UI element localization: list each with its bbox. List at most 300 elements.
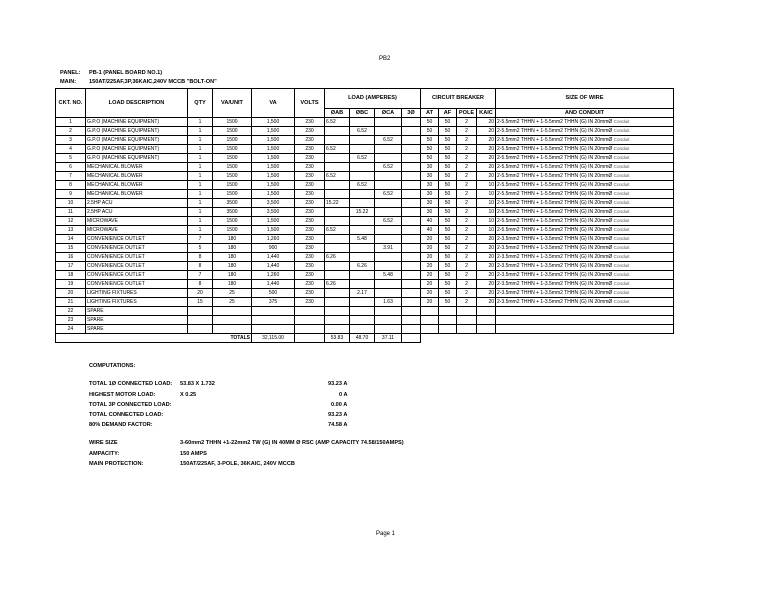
cell-wire bbox=[496, 127, 674, 136]
cell-ab: 6.52 bbox=[325, 118, 350, 127]
wire-spec: 2-5.5mm2 THHN + 1-5.5mm2 THHN (G) IN 20mmØ bbox=[497, 227, 613, 233]
cell-vau bbox=[213, 307, 252, 316]
cell-pole: 2 bbox=[457, 163, 477, 172]
cell-qty bbox=[188, 325, 213, 334]
cell-vau: 180 bbox=[213, 280, 252, 289]
cell-v: 230 bbox=[295, 289, 325, 298]
cell-af: 50 bbox=[439, 280, 457, 289]
cell-kaic: 20 bbox=[477, 271, 496, 280]
main-value: 150AT/225AF,3P,36KAIC,240V MCCB "BOLT-ON" bbox=[89, 79, 217, 85]
cell-at: 20 bbox=[421, 289, 439, 298]
header-breaker: CIRCUIT BREAKER bbox=[421, 89, 496, 109]
cell-vau: 1500 bbox=[213, 118, 252, 127]
wire-spec: 2-3.5mm2 THHN + 1-3.5mm2 THHN (G) IN 20mmØ bbox=[497, 281, 613, 287]
cell-bc bbox=[350, 163, 375, 172]
totals-3p-blank bbox=[402, 334, 421, 343]
cell-p3 bbox=[402, 118, 421, 127]
conduit-label: Conduit bbox=[613, 173, 630, 178]
cell-v: 230 bbox=[295, 163, 325, 172]
cell-ckt: 8 bbox=[56, 181, 86, 190]
cell-ca: 6.52 bbox=[375, 163, 402, 172]
cell-bc: 6.52 bbox=[350, 154, 375, 163]
cell-v: 230 bbox=[295, 298, 325, 307]
cell-qty: 8 bbox=[188, 262, 213, 271]
cell-vau: 1500 bbox=[213, 226, 252, 235]
comp-label-3: TOTAL 3P CONNECTED LOAD: bbox=[89, 402, 172, 408]
cell-vau: 180 bbox=[213, 271, 252, 280]
cell-desc: MECHANICAL BLOWER bbox=[86, 172, 188, 181]
cell-va: 1,500 bbox=[252, 118, 295, 127]
comp-value-2: 0 A bbox=[339, 392, 348, 398]
cell-bc bbox=[350, 118, 375, 127]
table-row bbox=[56, 181, 674, 190]
totals-volts-blank bbox=[295, 334, 325, 343]
cell-v: 230 bbox=[295, 208, 325, 217]
cell-kaic: 20 bbox=[477, 280, 496, 289]
cell-wire bbox=[496, 118, 674, 127]
table-row bbox=[56, 298, 674, 307]
wire-spec: 2-5.5mm2 THHN + 1-5.5mm2 THHN (G) IN 20mmØ bbox=[497, 155, 613, 161]
cell-va: 1,500 bbox=[252, 226, 295, 235]
conduit-label: Conduit bbox=[613, 128, 630, 133]
cell-vau: 180 bbox=[213, 244, 252, 253]
totals-bc: 48.70 bbox=[350, 334, 375, 343]
cell-p3 bbox=[402, 208, 421, 217]
cell-at: 20 bbox=[421, 271, 439, 280]
cell-desc: SPARE bbox=[86, 316, 188, 325]
cell-bc bbox=[350, 271, 375, 280]
cell-wire bbox=[496, 163, 674, 172]
cell-af: 50 bbox=[439, 289, 457, 298]
conduit-label: Conduit bbox=[613, 191, 630, 196]
cell-desc: CONVENIENCE OUTLET bbox=[86, 262, 188, 271]
cell-desc: MECHANICAL BLOWER bbox=[86, 190, 188, 199]
cell-desc: LIGHTING FIXTURES bbox=[86, 298, 188, 307]
cell-bc: 5.48 bbox=[350, 235, 375, 244]
cell-ca bbox=[375, 127, 402, 136]
cell-kaic: 10 bbox=[477, 226, 496, 235]
wire-spec: 2-3.5mm2 THHN + 1-3.5mm2 THHN (G) IN 20mmØ bbox=[497, 263, 613, 269]
wire-spec: 2-5.5mm2 THHN + 1-5.5mm2 THHN (G) IN 20mmØ bbox=[497, 137, 613, 143]
cell-af: 50 bbox=[439, 217, 457, 226]
cell-ab bbox=[325, 271, 350, 280]
cell-af: 50 bbox=[439, 172, 457, 181]
cell-kaic: 20 bbox=[477, 298, 496, 307]
table-row bbox=[56, 316, 674, 325]
cell-vau: 1500 bbox=[213, 190, 252, 199]
cell-ckt: 4 bbox=[56, 145, 86, 154]
cell-ca bbox=[375, 307, 402, 316]
header-ckt: CKT. NO. bbox=[56, 89, 86, 118]
cell-va: 1,500 bbox=[252, 217, 295, 226]
cell-ckt: 5 bbox=[56, 154, 86, 163]
cell-bc bbox=[350, 199, 375, 208]
header-wire: SIZE OF WIRE bbox=[496, 89, 674, 109]
cell-bc bbox=[350, 217, 375, 226]
cell-ab: 6.52 bbox=[325, 145, 350, 154]
conduit-label: Conduit bbox=[613, 209, 630, 214]
cell-desc: G.P.O (MACHINE EQUIPMENT) bbox=[86, 154, 188, 163]
cell-af: 50 bbox=[439, 163, 457, 172]
cell-bc: 6.52 bbox=[350, 127, 375, 136]
table-row bbox=[56, 136, 674, 145]
cell-kaic: 20 bbox=[477, 244, 496, 253]
cell-va: 1,500 bbox=[252, 190, 295, 199]
cell-va bbox=[252, 307, 295, 316]
cell-pole: 2 bbox=[457, 154, 477, 163]
cell-desc: LIGHTING FIXTURES bbox=[86, 289, 188, 298]
cell-bc bbox=[350, 136, 375, 145]
cell-v: 230 bbox=[295, 235, 325, 244]
conduit-label: Conduit bbox=[613, 290, 630, 295]
cell-ab bbox=[325, 289, 350, 298]
cell-at: 30 bbox=[421, 208, 439, 217]
cell-pole: 2 bbox=[457, 136, 477, 145]
cell-pole: 2 bbox=[457, 118, 477, 127]
cell-va: 1,260 bbox=[252, 271, 295, 280]
cell-desc: MECHANICAL BLOWER bbox=[86, 181, 188, 190]
cell-vau: 180 bbox=[213, 253, 252, 262]
cell-ca bbox=[375, 325, 402, 334]
cell-p3 bbox=[402, 298, 421, 307]
cell-vau: 1500 bbox=[213, 163, 252, 172]
header-ca: ØCA bbox=[375, 109, 402, 118]
cell-pole: 2 bbox=[457, 145, 477, 154]
cell-ckt: 6 bbox=[56, 163, 86, 172]
cell-ckt: 10 bbox=[56, 199, 86, 208]
cell-qty: 1 bbox=[188, 163, 213, 172]
cell-p3 bbox=[402, 226, 421, 235]
cell-pole: 2 bbox=[457, 271, 477, 280]
cell-bc bbox=[350, 145, 375, 154]
panel-label: PANEL: bbox=[60, 70, 81, 76]
cell-wire bbox=[496, 217, 674, 226]
totals-row bbox=[56, 334, 674, 343]
cell-bc bbox=[350, 226, 375, 235]
cell-wire bbox=[496, 307, 674, 316]
cell-va: 1,500 bbox=[252, 163, 295, 172]
cell-at: 40 bbox=[421, 226, 439, 235]
cell-qty: 7 bbox=[188, 235, 213, 244]
conduit-label: Conduit bbox=[613, 272, 630, 277]
cell-va: 1,500 bbox=[252, 145, 295, 154]
header-row bbox=[56, 89, 674, 109]
cell-ckt: 13 bbox=[56, 226, 86, 235]
cell-v: 230 bbox=[295, 127, 325, 136]
cell-kaic bbox=[477, 307, 496, 316]
cell-ckt: 1 bbox=[56, 118, 86, 127]
cell-wire bbox=[496, 262, 674, 271]
cell-qty: 1 bbox=[188, 181, 213, 190]
header-af: AF bbox=[439, 109, 457, 118]
cell-qty: 1 bbox=[188, 217, 213, 226]
cell-v: 230 bbox=[295, 280, 325, 289]
wire-spec: 2-3.5mm2 THHN + 1-3.5mm2 THHN (G) IN 20mmØ bbox=[497, 272, 613, 278]
cell-vau: 25 bbox=[213, 289, 252, 298]
wire-spec: 2-3.5mm2 THHN + 1-3.5mm2 THHN (G) IN 20mmØ bbox=[497, 254, 613, 260]
table-row bbox=[56, 172, 674, 181]
conduit-label: Conduit bbox=[613, 227, 630, 232]
conduit-label: Conduit bbox=[613, 200, 630, 205]
wire-spec: 2-5.5mm2 THHN + 1-5.5mm2 THHN (G) IN 20mmØ bbox=[497, 173, 613, 179]
cell-ckt: 19 bbox=[56, 280, 86, 289]
conduit-label: Conduit bbox=[613, 263, 630, 268]
cell-pole: 2 bbox=[457, 181, 477, 190]
cell-ca bbox=[375, 253, 402, 262]
cell-kaic: 20 bbox=[477, 262, 496, 271]
cell-at: 50 bbox=[421, 118, 439, 127]
comp-label-2: HIGHEST MOTOR LOAD: bbox=[89, 392, 156, 398]
cell-bc bbox=[350, 307, 375, 316]
cell-p3 bbox=[402, 217, 421, 226]
cell-at: 30 bbox=[421, 181, 439, 190]
wire-spec: 2-3.5mm2 THHN + 1-3.5mm2 THHN (G) IN 20mmØ bbox=[497, 245, 613, 251]
cell-kaic: 10 bbox=[477, 199, 496, 208]
header-pole: POLE bbox=[457, 109, 477, 118]
comp-value-1: 93.23 A bbox=[328, 381, 348, 387]
comp-expr-1: 53.83 X 1.732 bbox=[180, 381, 215, 387]
cell-qty: 20 bbox=[188, 289, 213, 298]
cell-kaic: 10 bbox=[477, 190, 496, 199]
totals-label: TOTALS bbox=[56, 334, 252, 343]
cell-kaic: 10 bbox=[477, 217, 496, 226]
comp-label-4: TOTAL CONNECTED LOAD: bbox=[89, 412, 164, 418]
cell-vau: 1500 bbox=[213, 217, 252, 226]
conduit-label: Conduit bbox=[613, 155, 630, 160]
cell-wire bbox=[496, 289, 674, 298]
cell-ab bbox=[325, 325, 350, 334]
cell-wire bbox=[496, 325, 674, 334]
cell-kaic: 10 bbox=[477, 181, 496, 190]
conduit-label: Conduit bbox=[613, 281, 630, 286]
cell-desc: 2.5HP ACU bbox=[86, 199, 188, 208]
cell-pole: 2 bbox=[457, 235, 477, 244]
panel-schedule-table bbox=[55, 88, 674, 343]
header-conduit: AND CONDUIT bbox=[496, 109, 674, 118]
cell-at: 40 bbox=[421, 217, 439, 226]
comp-value-4: 93.23 A bbox=[328, 412, 348, 418]
cell-at: 20 bbox=[421, 298, 439, 307]
cell-ab bbox=[325, 127, 350, 136]
table-row bbox=[56, 280, 674, 289]
cell-ab: 6.26 bbox=[325, 253, 350, 262]
cell-ca bbox=[375, 289, 402, 298]
cell-qty: 7 bbox=[188, 271, 213, 280]
cell-desc: CONVENIENCE OUTLET bbox=[86, 244, 188, 253]
cell-pole: 2 bbox=[457, 217, 477, 226]
table-row bbox=[56, 154, 674, 163]
header-va-unit: VA/UNIT bbox=[213, 89, 252, 118]
cell-qty: 8 bbox=[188, 253, 213, 262]
cell-ca: 1.63 bbox=[375, 298, 402, 307]
cell-ab bbox=[325, 316, 350, 325]
computations-title: COMPUTATIONS: bbox=[89, 363, 136, 369]
cell-pole: 2 bbox=[457, 262, 477, 271]
cell-af: 50 bbox=[439, 253, 457, 262]
cell-bc bbox=[350, 172, 375, 181]
cell-bc: 15.22 bbox=[350, 208, 375, 217]
page-number: Page 1 bbox=[376, 531, 396, 537]
cell-ca bbox=[375, 118, 402, 127]
cell-vau: 180 bbox=[213, 262, 252, 271]
cell-ckt: 3 bbox=[56, 136, 86, 145]
comp-expr-2: X 0.25 bbox=[180, 392, 197, 398]
cell-pole: 2 bbox=[457, 127, 477, 136]
cell-qty: 1 bbox=[188, 136, 213, 145]
cell-v: 230 bbox=[295, 244, 325, 253]
cell-pole: 2 bbox=[457, 289, 477, 298]
cell-af: 50 bbox=[439, 271, 457, 280]
conduit-label: Conduit bbox=[613, 182, 630, 187]
cell-kaic: 20 bbox=[477, 154, 496, 163]
cell-pole bbox=[457, 316, 477, 325]
cell-ckt: 12 bbox=[56, 217, 86, 226]
cell-vau bbox=[213, 325, 252, 334]
table-row bbox=[56, 118, 674, 127]
cell-p3 bbox=[402, 271, 421, 280]
cell-p3 bbox=[402, 145, 421, 154]
conduit-label: Conduit bbox=[613, 119, 630, 124]
cell-bc bbox=[350, 280, 375, 289]
cell-ckt: 20 bbox=[56, 289, 86, 298]
cell-p3 bbox=[402, 190, 421, 199]
cell-at: 20 bbox=[421, 244, 439, 253]
cell-vau: 1500 bbox=[213, 172, 252, 181]
cell-ckt: 16 bbox=[56, 253, 86, 262]
cell-v: 230 bbox=[295, 262, 325, 271]
cell-v: 230 bbox=[295, 253, 325, 262]
cell-kaic: 20 bbox=[477, 235, 496, 244]
cell-ca: 3.91 bbox=[375, 244, 402, 253]
table-row bbox=[56, 253, 674, 262]
cell-p3 bbox=[402, 154, 421, 163]
cell-v bbox=[295, 307, 325, 316]
cell-p3 bbox=[402, 325, 421, 334]
cell-qty: 1 bbox=[188, 145, 213, 154]
cell-ca bbox=[375, 235, 402, 244]
cell-ab: 6.52 bbox=[325, 226, 350, 235]
cell-pole: 2 bbox=[457, 172, 477, 181]
cell-bc: 2.17 bbox=[350, 289, 375, 298]
wire-spec: 2-5.5mm2 THHN + 1-5.5mm2 THHN (G) IN 20mmØ bbox=[497, 146, 613, 152]
comp-label-1: TOTAL 1Ø CONNECTED LOAD: bbox=[89, 381, 173, 387]
cell-p3 bbox=[402, 316, 421, 325]
cell-wire bbox=[496, 145, 674, 154]
cell-qty bbox=[188, 316, 213, 325]
cell-at bbox=[421, 307, 439, 316]
cell-at: 50 bbox=[421, 154, 439, 163]
cell-kaic: 20 bbox=[477, 253, 496, 262]
cell-ckt: 23 bbox=[56, 316, 86, 325]
table-row bbox=[56, 307, 674, 316]
header-volts: VOLTS bbox=[295, 89, 325, 118]
cell-va: 1,500 bbox=[252, 181, 295, 190]
cell-p3 bbox=[402, 253, 421, 262]
cell-pole: 2 bbox=[457, 190, 477, 199]
cell-p3 bbox=[402, 280, 421, 289]
cell-ca bbox=[375, 208, 402, 217]
cell-ab bbox=[325, 307, 350, 316]
conduit-label: Conduit bbox=[613, 236, 630, 241]
cell-wire bbox=[496, 244, 674, 253]
cell-vau: 1500 bbox=[213, 136, 252, 145]
cell-qty: 15 bbox=[188, 298, 213, 307]
cell-at: 20 bbox=[421, 262, 439, 271]
cell-va: 3,500 bbox=[252, 199, 295, 208]
cell-af bbox=[439, 316, 457, 325]
cell-at: 30 bbox=[421, 172, 439, 181]
conduit-label: Conduit bbox=[613, 254, 630, 259]
conduit-label: Conduit bbox=[613, 146, 630, 151]
table-row bbox=[56, 325, 674, 334]
main-label: MAIN: bbox=[60, 79, 77, 85]
cell-ca: 6.52 bbox=[375, 136, 402, 145]
cell-qty: 8 bbox=[188, 280, 213, 289]
cell-p3 bbox=[402, 199, 421, 208]
header-kaic: KAIC bbox=[477, 109, 496, 118]
cell-qty: 1 bbox=[188, 199, 213, 208]
wire-size-value: 3-60mm2 THHN +1-22mm2 TW (G) IN 40MM Ø RSC (AMP CAPACITY 74.58/150AMPS) bbox=[180, 440, 404, 446]
cell-ckt: 17 bbox=[56, 262, 86, 271]
cell-af: 50 bbox=[439, 208, 457, 217]
cell-at: 50 bbox=[421, 127, 439, 136]
cell-vau: 1500 bbox=[213, 181, 252, 190]
cell-af bbox=[439, 325, 457, 334]
cell-qty: 1 bbox=[188, 226, 213, 235]
cell-ab bbox=[325, 154, 350, 163]
cell-desc: CONVENIENCE OUTLET bbox=[86, 271, 188, 280]
cell-ca bbox=[375, 316, 402, 325]
wire-spec: 2-5.5mm2 THHN + 1-5.5mm2 THHN (G) IN 20mmØ bbox=[497, 191, 613, 197]
cell-p3 bbox=[402, 262, 421, 271]
header-3p: 3Ø bbox=[402, 109, 421, 118]
cell-ca bbox=[375, 145, 402, 154]
cell-af: 50 bbox=[439, 118, 457, 127]
conduit-label: Conduit bbox=[613, 245, 630, 250]
cell-ca: 6.52 bbox=[375, 190, 402, 199]
wire-spec: 2-5.5mm2 THHN + 1-5.5mm2 THHN (G) IN 20mmØ bbox=[497, 119, 613, 125]
cell-va: 375 bbox=[252, 298, 295, 307]
cell-vau bbox=[213, 316, 252, 325]
cell-kaic bbox=[477, 325, 496, 334]
cell-af: 50 bbox=[439, 136, 457, 145]
cell-kaic: 20 bbox=[477, 136, 496, 145]
wire-spec: 2-5.5mm2 THHN + 1-5.5mm2 THHN (G) IN 20mmØ bbox=[497, 200, 613, 206]
cell-ca: 6.52 bbox=[375, 217, 402, 226]
cell-wire bbox=[496, 226, 674, 235]
cell-ca bbox=[375, 181, 402, 190]
cell-va: 1,440 bbox=[252, 253, 295, 262]
cell-kaic: 20 bbox=[477, 289, 496, 298]
sheet-label: PB2 bbox=[379, 56, 391, 62]
cell-af: 50 bbox=[439, 145, 457, 154]
wire-size-label: WIRE SIZE bbox=[89, 440, 118, 446]
wire-spec: 2-5.5mm2 THHN + 1-5.5mm2 THHN (G) IN 20mmØ bbox=[497, 182, 613, 188]
table-row bbox=[56, 244, 674, 253]
cell-ab bbox=[325, 190, 350, 199]
cell-v: 230 bbox=[295, 118, 325, 127]
cell-va: 3,500 bbox=[252, 208, 295, 217]
header-va: VA bbox=[252, 89, 295, 118]
cell-wire bbox=[496, 208, 674, 217]
cell-vau: 1500 bbox=[213, 154, 252, 163]
cell-at: 20 bbox=[421, 235, 439, 244]
table-row bbox=[56, 190, 674, 199]
cell-ab bbox=[325, 163, 350, 172]
wire-spec: 2-5.5mm2 THHN + 1-5.5mm2 THHN (G) IN 20mmØ bbox=[497, 209, 613, 215]
cell-desc: CONVENIENCE OUTLET bbox=[86, 280, 188, 289]
wire-spec: 2-3.5mm2 THHN + 1-3.5mm2 THHN (G) IN 20mmØ bbox=[497, 290, 613, 296]
